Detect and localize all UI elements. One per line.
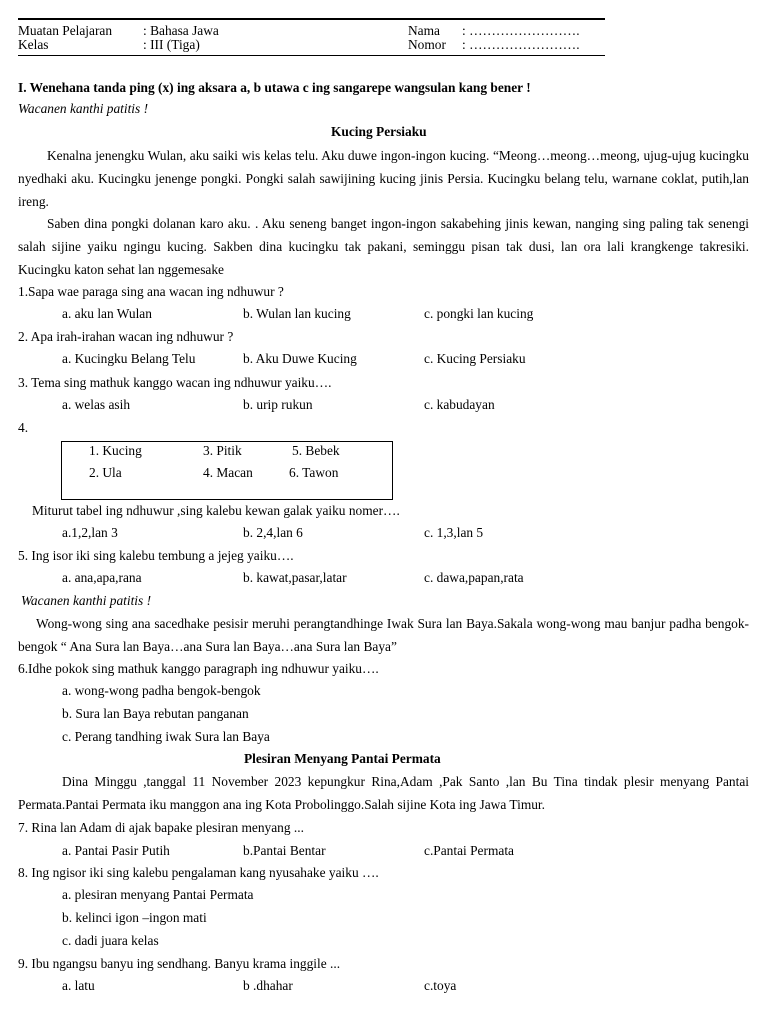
section-title: I. Wenehana tanda ping (x) ing aksara a, b utawa c ing sangarepe wangsulan kang bener ! bbox=[18, 80, 531, 95]
subject-value: : Bahasa Jawa bbox=[143, 23, 219, 38]
q1-option-b[interactable]: b. Wulan lan kucing bbox=[243, 306, 351, 321]
q6-option-c[interactable]: c. Perang tandhing iwak Sura lan Baya bbox=[62, 729, 270, 744]
number-label: Nomor bbox=[408, 37, 446, 52]
q7-option-a[interactable]: a. Pantai Pasir Putih bbox=[62, 843, 170, 858]
class-label: Kelas bbox=[18, 37, 49, 52]
table-cell: 3. Pitik bbox=[203, 443, 242, 458]
q5-option-b[interactable]: b. kawat,pasar,latar bbox=[243, 570, 347, 585]
q5-option-a[interactable]: a. ana,apa,rana bbox=[62, 570, 142, 585]
q8-option-a[interactable]: a. plesiran menyang Pantai Permata bbox=[62, 887, 254, 902]
table-cell: 4. Macan bbox=[203, 465, 253, 480]
question-2: 2. Apa irah-irahan wacan ing ndhuwur ? bbox=[18, 329, 234, 344]
q9-option-a[interactable]: a. latu bbox=[62, 978, 95, 993]
question-4-number: 4. bbox=[18, 420, 29, 435]
q9-option-b[interactable]: b .dhahar bbox=[243, 978, 293, 993]
q4-option-a[interactable]: a.1,2,lan 3 bbox=[62, 525, 118, 540]
q3-option-a[interactable]: a. welas asih bbox=[62, 397, 131, 412]
q2-option-b[interactable]: b. Aku Duwe Kucing bbox=[243, 351, 357, 366]
q7-option-c[interactable]: c.Pantai Permata bbox=[424, 843, 514, 858]
q4-option-c[interactable]: c. 1,3,lan 5 bbox=[424, 525, 484, 540]
q6-option-a[interactable]: a. wong-wong padha bengok-bengok bbox=[62, 683, 261, 698]
q3-option-b[interactable]: b. urip rukun bbox=[243, 397, 313, 412]
table-cell: 6. Tawon bbox=[289, 465, 339, 480]
question-6: 6.Idhe pokok sing mathuk kanggo paragraph ing ndhuwur yaiku…. bbox=[18, 661, 379, 676]
q5-option-c[interactable]: c. dawa,papan,rata bbox=[424, 570, 524, 585]
q2-option-a[interactable]: a. Kucingku Belang Telu bbox=[62, 351, 196, 366]
reading-2-paragraph: Wong-wong sing ana sacedhake pesisir meruhi perangtandhinge Iwak Sura lan Baya.Sakala wong-wong mau banjur padha bengok-bengok “ Ana Sura lan Baya…ana Sura lan Baya…ana Sura lan Baya” bbox=[18, 616, 749, 654]
reading-1-paragraph-2: Saben dina pongki dolanan karo aku. . Aku seneng banget ingon-ingon sakabehing jinis kewan, nanging sing paling tak senengi salah sijine yaiku ngingu kucing. Sakben dina kucingku tak pakani, seminggu pisan tak dusi, lan ora lali krangkenge takresiki. Kucingku katon sehat lan nggemesake bbox=[18, 216, 749, 277]
number-value: : ……………………. bbox=[462, 37, 580, 52]
name-value: : ……………………. bbox=[462, 23, 580, 38]
q1-option-c[interactable]: c. pongki lan kucing bbox=[424, 306, 534, 321]
q4-option-b[interactable]: b. 2,4,lan 6 bbox=[243, 525, 303, 540]
q3-option-c[interactable]: c. kabudayan bbox=[424, 397, 495, 412]
header-top-rule bbox=[18, 18, 605, 20]
instruction-1: Wacanen kanthi patitis ! bbox=[18, 101, 149, 116]
reading-3-paragraph: Dina Minggu ,tanggal 11 November 2023 kepungkur Rina,Adam ,Pak Santo ,lan Bu Tina tindak plesir menyang Pantai Permata.Pantai Permata iku manggon ana ing Kota Probolinggo.Salah sijine Kota ing Jawa Timur. bbox=[18, 774, 749, 812]
q6-option-b[interactable]: b. Sura lan Baya rebutan panganan bbox=[62, 706, 249, 721]
question-3: 3. Tema sing mathuk kanggo wacan ing ndhuwur yaiku…. bbox=[18, 375, 332, 390]
question-9: 9. Ibu ngangsu banyu ing sendhang. Banyu krama inggile ... bbox=[18, 956, 341, 971]
name-label: Nama bbox=[408, 23, 440, 38]
instruction-2: Wacanen kanthi patitis ! bbox=[21, 593, 152, 608]
q7-option-b[interactable]: b.Pantai Bentar bbox=[243, 843, 326, 858]
q8-option-c[interactable]: c. dadi juara kelas bbox=[62, 933, 159, 948]
table-cell: 2. Ula bbox=[89, 465, 122, 480]
question-7: 7. Rina lan Adam di ajak bapake plesiran menyang ... bbox=[18, 820, 304, 835]
subject-label: Muatan Pelajaran bbox=[18, 23, 113, 38]
q8-option-b[interactable]: b. kelinci igon –ingon mati bbox=[62, 910, 207, 925]
question-8: 8. Ing ngisor iki sing kalebu pengalaman kang nyusahake yaiku …. bbox=[18, 865, 379, 880]
table-cell: 5. Bebek bbox=[292, 443, 340, 458]
reading-1-title: Kucing Persiaku bbox=[331, 124, 427, 139]
question-4: Miturut tabel ing ndhuwur ,sing kalebu kewan galak yaiku nomer…. bbox=[32, 503, 400, 518]
question-1: 1.Sapa wae paraga sing ana wacan ing ndhuwur ? bbox=[18, 284, 284, 299]
question-5: 5. Ing isor iki sing kalebu tembung a jejeg yaiku…. bbox=[18, 548, 294, 563]
class-value: : III (Tiga) bbox=[143, 37, 200, 52]
table-cell: 1. Kucing bbox=[89, 443, 142, 458]
q2-option-c[interactable]: c. Kucing Persiaku bbox=[424, 351, 526, 366]
q1-option-a[interactable]: a. aku lan Wulan bbox=[62, 306, 152, 321]
q9-option-c[interactable]: c.toya bbox=[424, 978, 457, 993]
header-bottom-rule bbox=[18, 55, 605, 56]
reading-1-paragraph-1: Kenalna jenengku Wulan, aku saiki wis kelas telu. Aku duwe ingon-ingon kucing. “Meong…meong…meong, ujug-ujug kucingku nyedhaki aku. Kucingku jenenge pongki. Pongki salah sawijining kucing jinis Persia. Kucingku belang telu, warnane coklat, putih,lan ireng. bbox=[18, 148, 749, 209]
reading-3-title: Plesiran Menyang Pantai Permata bbox=[244, 751, 441, 766]
